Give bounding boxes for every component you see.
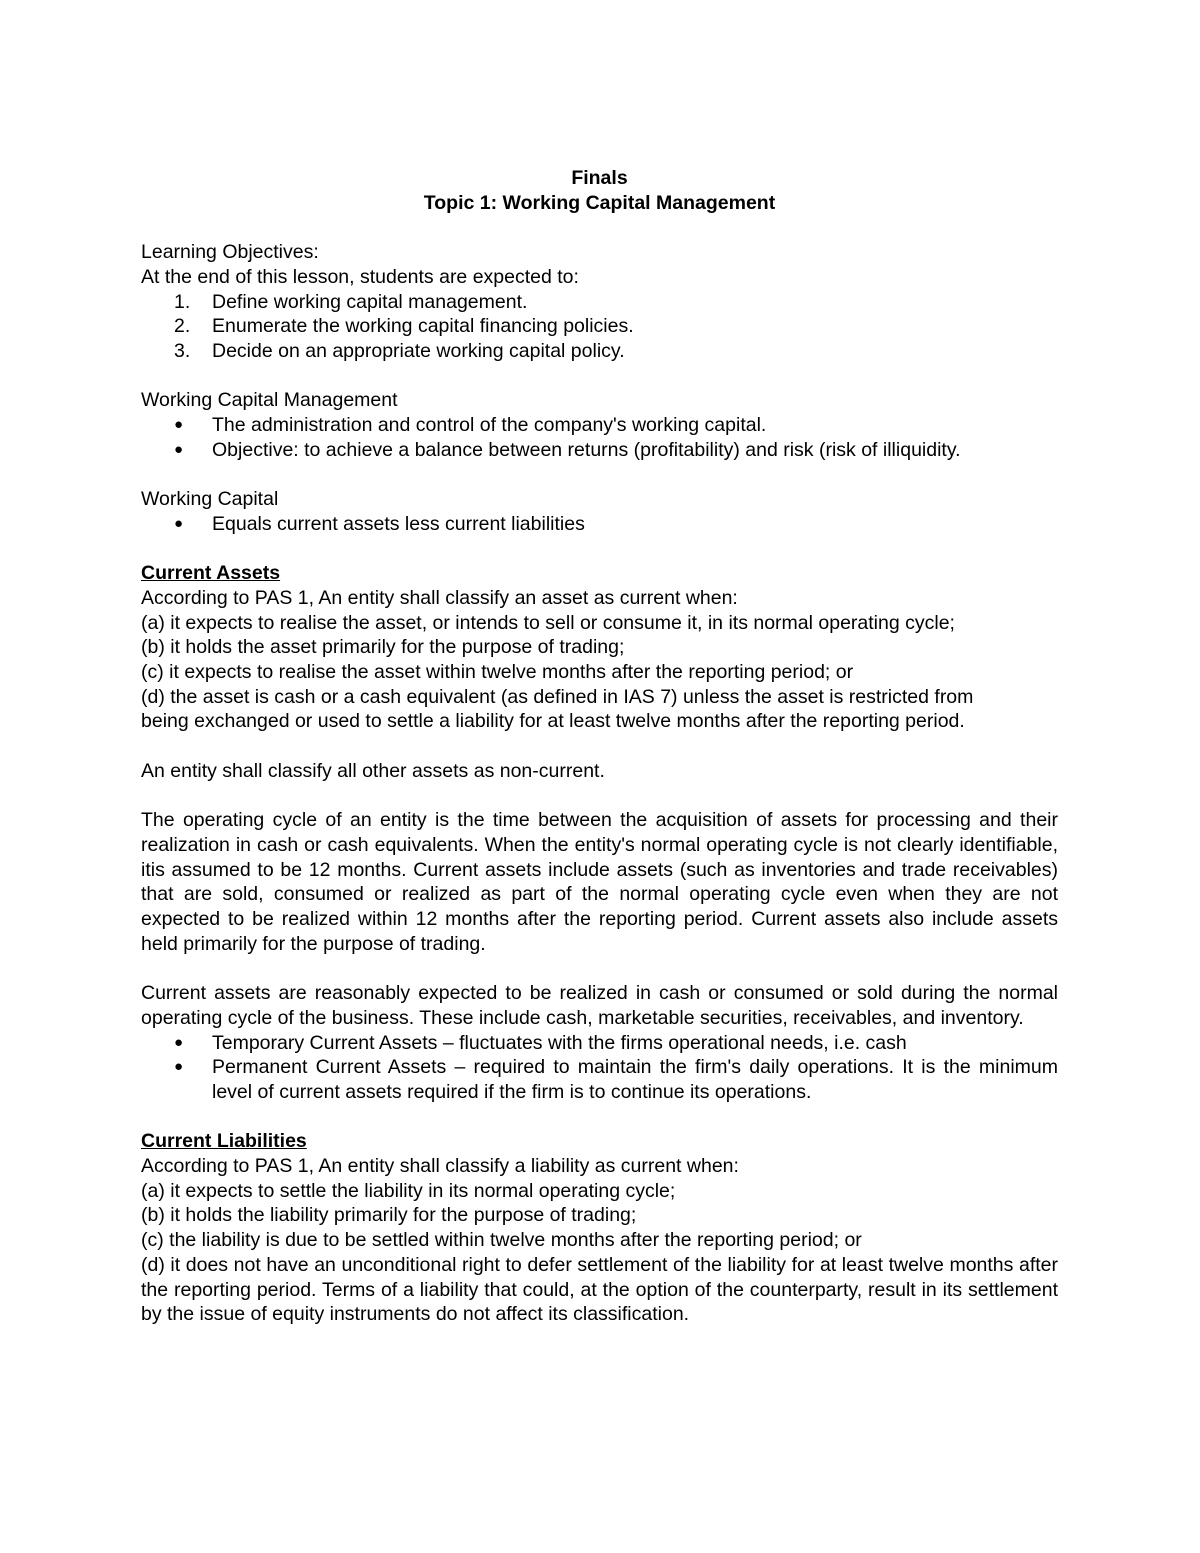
current-liabilities-b: (b) it holds the liability primarily for the purpose of trading; — [141, 1204, 637, 1227]
objectives-title: Learning Objectives: — [141, 241, 319, 264]
exam-title: Finals — [571, 167, 628, 189]
spacer — [141, 1105, 1058, 1130]
realized-paragraph: Current assets are reasonably expected to be realized in cash or consumed or sold during the normal operating cycle of the business. These include cash, marketable securities, receivables, and inventory. — [141, 982, 1058, 1029]
list-item — [141, 512, 1058, 537]
operating-cycle-paragraph: The operating cycle of an entity is the time between the acquisition of assets for processing and their realization in cash or cash equivalents. When the entity's normal operating cycle is not clearly identifiable, itis assumed to be 12 months. Current assets include assets (such as inventories and trade receivables) that are sold, consumed or realized as part of the normal operating cycle even when they are not expected to be realized within 12 months after the reporting period. Current assets also include assets held primarily for the purpose of trading. — [141, 809, 1058, 955]
current-liabilities-d: (d) it does not have an unconditional right to defer settlement of the liability for at least twelve months after the reporting period. Terms of a liability that could, at the option of the counterparty, result in its settlement by the issue of equity instruments do not affect its classification. — [141, 1253, 1058, 1326]
spacer — [141, 956, 1058, 981]
current-assets-b: (b) it holds the asset primarily for the purpose of trading; — [141, 636, 625, 659]
list-item-text: Decide on an appropriate working capital policy. — [212, 339, 625, 362]
current-liabilities-c: (c) the liability is due to be settled within twelve months after the reporting period; or — [141, 1229, 862, 1252]
current-assets-c: (c) it expects to realise the asset within twelve months after the reporting period; or — [141, 661, 854, 683]
current-assets-bullets — [141, 1031, 1058, 1105]
document-page — [141, 166, 1058, 1327]
list-number: 3. — [174, 339, 191, 362]
current-assets-d2: being exchanged or used to settle a liability for at least twelve months after the reporting period. — [141, 710, 965, 733]
list-item-text: Define working capital management. — [212, 290, 528, 313]
current-liabilities-intro: According to PAS 1, An entity shall classify a liability as current when: — [141, 1155, 739, 1177]
wcm-title: Working Capital Management — [141, 389, 398, 412]
list-item — [141, 438, 1058, 463]
spacer — [141, 215, 1058, 240]
list-item — [141, 1055, 1058, 1104]
list-item-text: Equals current assets less current liabilities — [212, 512, 585, 535]
bullet-icon: ● — [174, 1033, 184, 1051]
objectives-intro: At the end of this lesson, students are expected to: — [141, 265, 579, 288]
topic-title: Topic 1: Working Capital Management — [423, 191, 776, 214]
current-liabilities-a: (a) it expects to settle the liability in its normal operating cycle; — [141, 1179, 676, 1202]
current-assets-intro: According to PAS 1, An entity shall classify an asset as current when: — [141, 586, 738, 609]
spacer — [141, 734, 1058, 759]
wc-title: Working Capital — [141, 488, 279, 511]
list-item — [141, 339, 1058, 364]
list-item — [141, 290, 1058, 315]
bullet-icon: ● — [174, 1058, 184, 1076]
list-item-text: Temporary Current Assets – fluctuates with the firms operational needs, i.e. cash — [212, 1031, 907, 1054]
list-item-text: Objective: to achieve a balance between returns (profitability) and risk (risk of illiquidity. — [212, 438, 961, 461]
current-assets-heading: Current Assets — [141, 562, 281, 585]
list-item-text: The administration and control of the company's working capital. — [212, 414, 767, 436]
list-number: 2. — [174, 315, 191, 338]
bullet-icon: ● — [174, 440, 184, 458]
spacer — [141, 537, 1058, 562]
current-assets-a: (a) it expects to realise the asset, or intends to sell or consume it, in its normal operating cycle; — [141, 611, 955, 634]
list-item — [141, 413, 1058, 438]
list-item — [141, 1031, 1058, 1056]
list-item-text: Enumerate the working capital financing policies. — [212, 315, 634, 338]
list-number: 1. — [174, 290, 191, 313]
spacer — [141, 364, 1058, 389]
current-assets-d1: (d) the asset is cash or a cash equivalent (as defined in IAS 7) unless the asset is restricted from — [141, 685, 974, 708]
bullet-icon: ● — [174, 514, 184, 532]
noncurrent-paragraph: An entity shall classify all other assets as non-current. — [141, 759, 605, 782]
current-liabilities-heading: Current Liabilities — [141, 1130, 307, 1153]
wcm-bullets — [141, 413, 1058, 462]
spacer — [141, 462, 1058, 487]
bullet-icon: ● — [174, 416, 184, 433]
list-item — [141, 314, 1058, 339]
objectives-list — [141, 290, 1058, 364]
spacer — [141, 784, 1058, 809]
wc-bullets — [141, 512, 1058, 537]
list-item-text: Permanent Current Assets – required to maintain the firm's daily operations. It is the minimum level of current assets required if the firm is to continue its operations. — [212, 1056, 1058, 1103]
